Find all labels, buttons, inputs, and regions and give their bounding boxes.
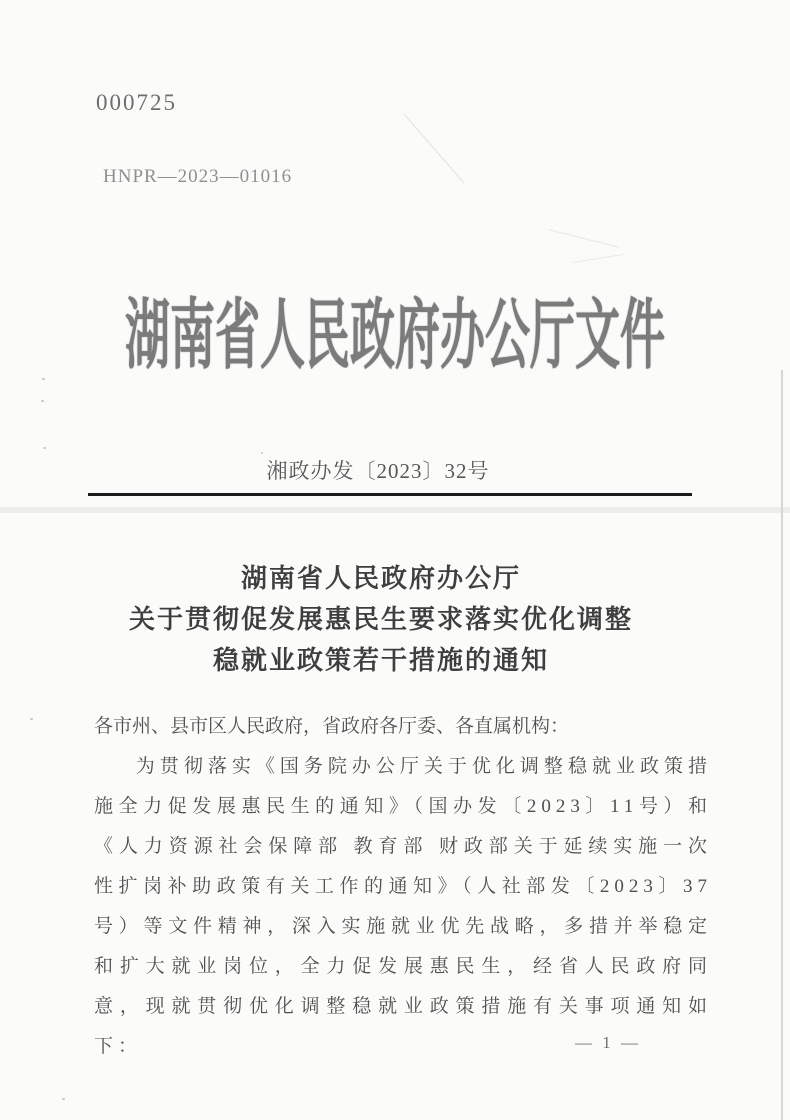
page-edge-line xyxy=(781,370,783,1120)
agency-banner-text: 湖南省人民政府办公厅文件 xyxy=(124,293,665,379)
page-number: — 1 — xyxy=(575,1033,641,1052)
scratch-mark xyxy=(572,254,624,263)
scan-speck xyxy=(261,452,263,454)
header-rule xyxy=(88,493,692,496)
salutation: 各市州、县市区人民政府，省政府各厅委、各直属机构： xyxy=(94,716,570,737)
scan-band-artifact xyxy=(0,507,790,513)
document-title-line-2: 关于贯彻促发展惠民生要求落实优化调整 xyxy=(128,605,633,634)
scan-speck xyxy=(41,400,44,402)
document-title xyxy=(0,558,790,681)
scan-speck xyxy=(30,718,33,720)
body-paragraph: 为贯彻落实《国务院办公厅关于优化调整稳就业政策措施全力促发展惠民生的通知》（国办发〔2023〕11号）和《人力资源社会保障部 教育部 财政部关于延续实施一次性扩岗补助政策有关工作的通知》（人社部发〔2023〕37号）等文件精神，深入实施就业优先战略，多措并举稳定和扩大就业岗位，全力促发展惠民生，经省人民政府同意，现就贯彻优化调整稳就业政策措施有关事项通知如下： xyxy=(94,756,712,1057)
document-title-line-1: 湖南省人民政府办公厅 xyxy=(240,564,521,593)
document-title-line-3: 稳就业政策若干措施的通知 xyxy=(212,646,549,675)
agency-banner xyxy=(0,293,790,379)
scratch-mark xyxy=(403,113,464,183)
document-number: 湘政办发〔2023〕32号 xyxy=(266,459,490,483)
document-body xyxy=(94,707,712,1067)
scan-speck xyxy=(43,447,46,449)
registry-code: HNPR—2023—01016 xyxy=(103,166,293,187)
stamp-number: 000725 xyxy=(96,90,177,115)
scan-speck xyxy=(42,378,45,380)
scan-speck xyxy=(62,1098,65,1100)
scratch-mark xyxy=(549,229,619,247)
